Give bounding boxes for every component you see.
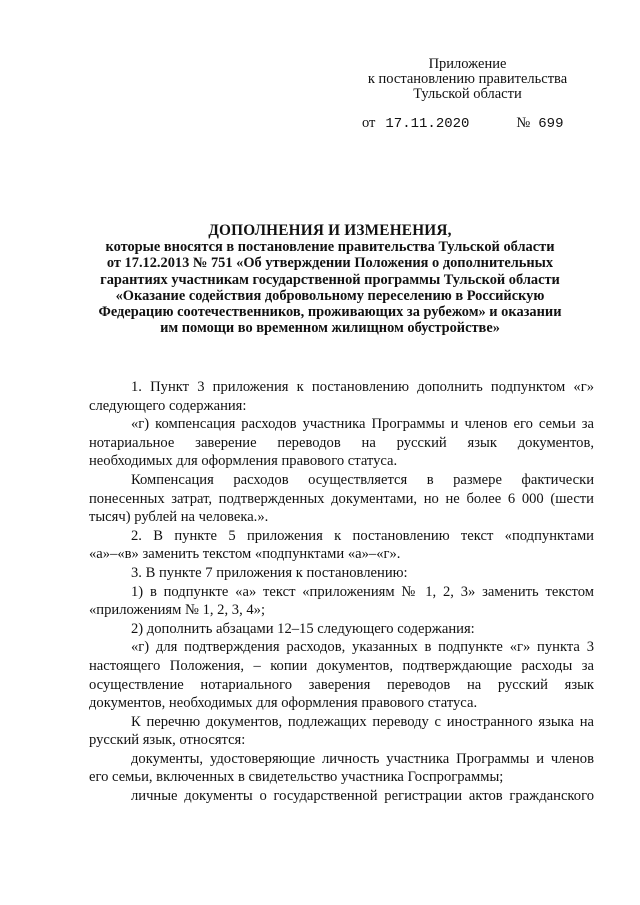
title-line: «Оказание содействия добровольному переселению в Российскую [115,287,545,304]
body-line: следующего содержания: [89,397,247,414]
body-line: К перечню документов, подлежащих переводу с иностранного языка на [131,713,594,730]
body-line: личные документы о государственной регистрации актов гражданского [131,788,594,805]
title-line: им помощи во временном жилищном обустройстве» [160,320,500,337]
body-line: документов, необходимых для оформления правового статуса. [89,695,478,712]
body-line: 1. Пункт 3 приложения к постановлению дополнить подпунктом «г» [131,379,594,395]
title-heading: ДОПОЛНЕНИЯ И ИЗМЕНЕНИЯ, [208,222,452,239]
body-line: 1) в подпункте «а» текст «приложениям № 1, 2, 3» заменить текстом [131,583,594,600]
body-line: нотариальное заверение переводов на русский язык документов, [89,434,594,451]
body-line: 2) дополнить абзацами 12–15 следующего содержания: [131,620,475,637]
appendix-line-2: к постановлению правительства [367,71,568,87]
body-line: тысяч) рублей на человека.». [89,509,269,526]
body-line: его семьи, включенных в свидетельство участника Госпрограммы; [89,769,504,786]
appendix-line-1: Приложение [428,56,507,72]
resolution-number: 699 [538,116,564,132]
title-line: гарантиях участникам государственной программы Тульской области [100,271,560,288]
title-line: Федерацию соотечественников, проживающих за рубежом» и оказании [98,304,562,321]
body-line: «приложениям № 1, 2, 3, 4»; [89,602,266,619]
body-line: «а»–«в» заменить текстом «подпунктами «а»–«г». [89,546,401,563]
body-line: осуществление нотариального заверения переводов на русский язык [89,676,594,693]
body-line: документы, удостоверяющие личность участника Программы и членов [131,750,594,767]
number-label: № [516,115,531,131]
body-line: настоящего Положения, – копии документов, подтверждающие расходы за [89,657,594,674]
title-line: от 17.12.2013 № 751 «Об утверждении Положения о дополнительных [106,255,554,272]
body-line: необходимых для оформления правового статуса. [89,453,398,470]
resolution-reference [362,115,563,132]
body-line: «г) для подтверждения расходов, указанных в подпункте «г» пункта 3 [131,639,594,656]
resolution-date: 17.11.2020 [385,116,470,132]
appendix-line-3: Тульской области [413,86,522,102]
body-line: Компенсация расходов осуществляется в размере фактически [131,471,594,488]
body-line: русский язык, относятся: [89,732,246,749]
body-line: 3. В пункте 7 приложения к постановлению: [131,564,408,581]
body-line: «г) компенсация расходов участника Программы и членов его семьи за [131,416,594,433]
document-body [89,378,594,806]
body-line: 2. В пункте 5 приложения к постановлению текст «подпунктами [131,527,594,544]
appendix-header [355,57,580,102]
document-title [70,223,590,336]
body-line: понесенных затрат, подтвержденных документами, но не более 6 000 (шести [89,490,594,507]
date-prefix: от [362,115,376,131]
title-line: которые вносятся в постановление правительства Тульской области [105,239,555,256]
